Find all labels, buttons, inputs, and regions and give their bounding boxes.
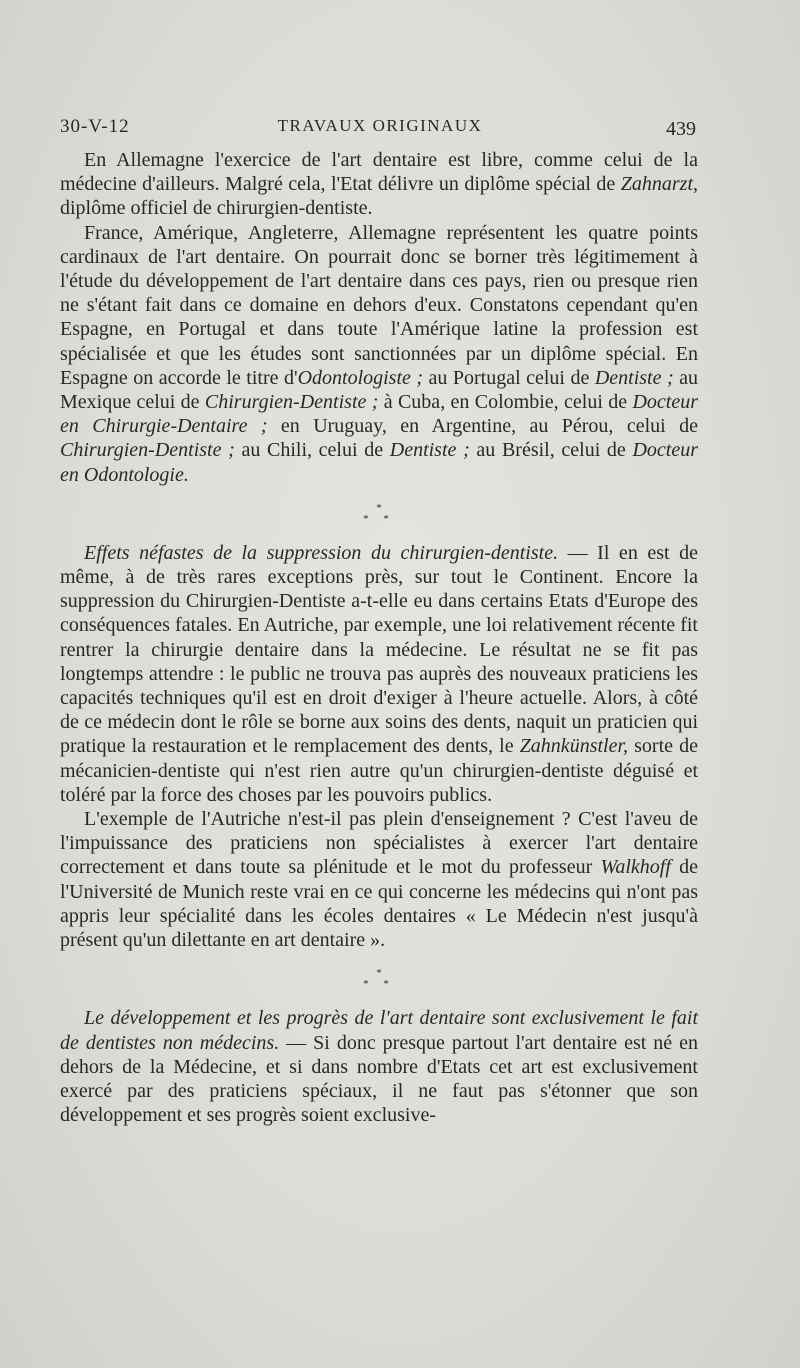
italic-term: Walkhoff <box>600 856 671 879</box>
text-run: — Il en est de même, à de très rares exceptions près, sur tout le Continent. Encore la suppression du Chirurgien-Dentiste a-t-elle eu dans certains Etats d'Europe des conséquences fatales. En Autriche, par exemple, une loi relativement récente fit rentrer la chirurgie dentaire dans la médecine. Le résultat ne se fit pas longtemps attendre : le public ne trouva pas auprès des nouveaux praticiens les capacités techniques qu'il est en droit d'exiger à l'heure actuelle. Alors, à côté de ce médecin dont le rôle se borne aux soins des dents, naquit un praticien qui pratique la restauration et le remplacement des dents, le <box>60 541 698 758</box>
text-run: au Brésil, celui de <box>469 439 633 462</box>
text-run: à Cuba, en Colombie, celui de <box>378 391 633 414</box>
text-run: En Allemagne l'exercice de l'art dentaire est libre, comme celui de la médecine d'ailleurs. Malgré cela, l'Etat délivre un diplôme spécial de <box>60 149 698 196</box>
italic-term: Docteur en Chirurgie-Dentaire ; <box>60 391 699 438</box>
running-header <box>60 112 700 142</box>
asterism-bottom: * * <box>363 512 395 525</box>
paragraph-developpement <box>60 1006 698 1127</box>
asterism-top: * <box>376 501 382 514</box>
paragraph-effets-nefastes <box>60 541 698 807</box>
text-run: au Mexique celui de <box>60 366 698 414</box>
section-separator <box>60 487 698 541</box>
italic-term: Dentiste ; <box>594 366 674 389</box>
text-run: France, Amérique, Angleterre, Allemagne représentent les quatre points cardinaux de l'art dentaire. On pourrait donc se borner très légitimement à l'étude du développement de l'art dentaire dans ces pays, rien ou presque rien ne s'étant fait dans ce domaine en dehors d'eux. Constatons cependant qu'en Espagne, en Portugal et dans toute l'Amérique latine la profession est spécialisée et que les études sont sanctionnées par un diplôme spécial. En Espagne on accorde le titre d' <box>60 221 698 389</box>
text-run: — Si donc presque partout l'art dentaire est né en dehors de la Médecine, et si dans nombre d'Etats cet art est exclusivement exercé par des praticiens spéciaux, il ne faut pas s'étonner que son développement et ses progrès soient exclusive- <box>60 1031 698 1127</box>
italic-term: Dentiste ; <box>389 439 470 462</box>
page-number: 439 <box>666 118 696 140</box>
italic-term: Zahnkünstler, <box>519 735 629 758</box>
text-run: L'exemple de l'Autriche n'est-il pas plein d'enseignement ? C'est l'aveu de l'impuissance des praticiens non spécialistes à exercer l'art dentaire correctement et dans toute sa plénitude et le mot du professeur <box>60 808 698 879</box>
text-run: sorte de mécanicien-dentiste qui n'est rien autre qu'un chirurgien-dentiste déguisé et toléré par la force des choses par les pouvoirs publics. <box>60 735 698 806</box>
header-date: 30-V-12 <box>60 116 130 137</box>
header-title: TRAVAUX ORIGINAUX <box>277 116 483 135</box>
italic-term: Docteur en Odontologie. <box>60 439 698 486</box>
section-heading: Effets néfastes de la suppression du chirurgien-dentiste. <box>84 541 559 564</box>
asterism-top: * <box>376 967 382 980</box>
italic-term: Chirurgien-Dentiste ; <box>60 439 235 462</box>
text-run: de l'Université de Munich reste vrai en ce qui concerne les médecins qui n'ont pas appris leur spécialité dans les écoles dentaires « Le Médecin n'est jusqu'à présent qu'un dilettante en art dentaire ». <box>60 856 698 952</box>
text-run: en Uruguay, en Argentine, au Pérou, celui de <box>267 415 698 438</box>
paragraph-points-cardinaux <box>60 221 698 487</box>
text-run: au Portugal celui de <box>423 366 595 389</box>
italic-term: Odontologiste ; <box>297 366 424 389</box>
section-separator <box>60 952 698 1006</box>
text-run: diplôme officiel de chirurgien-dentiste. <box>60 197 373 220</box>
italic-term: Chirurgien-Dentiste ; <box>204 391 379 414</box>
body-text <box>60 148 698 1127</box>
paragraph-allemagne <box>60 148 698 221</box>
asterism-bottom: * * <box>363 978 395 991</box>
text-run: au Chili, celui de <box>234 439 390 462</box>
italic-term: Zahnarzt, <box>620 173 698 196</box>
paragraph-autriche <box>60 807 698 952</box>
section-heading: Le développement et les progrès de l'art dentaire sont exclusivement le fait de dentistes non médecins. <box>60 1007 698 1054</box>
